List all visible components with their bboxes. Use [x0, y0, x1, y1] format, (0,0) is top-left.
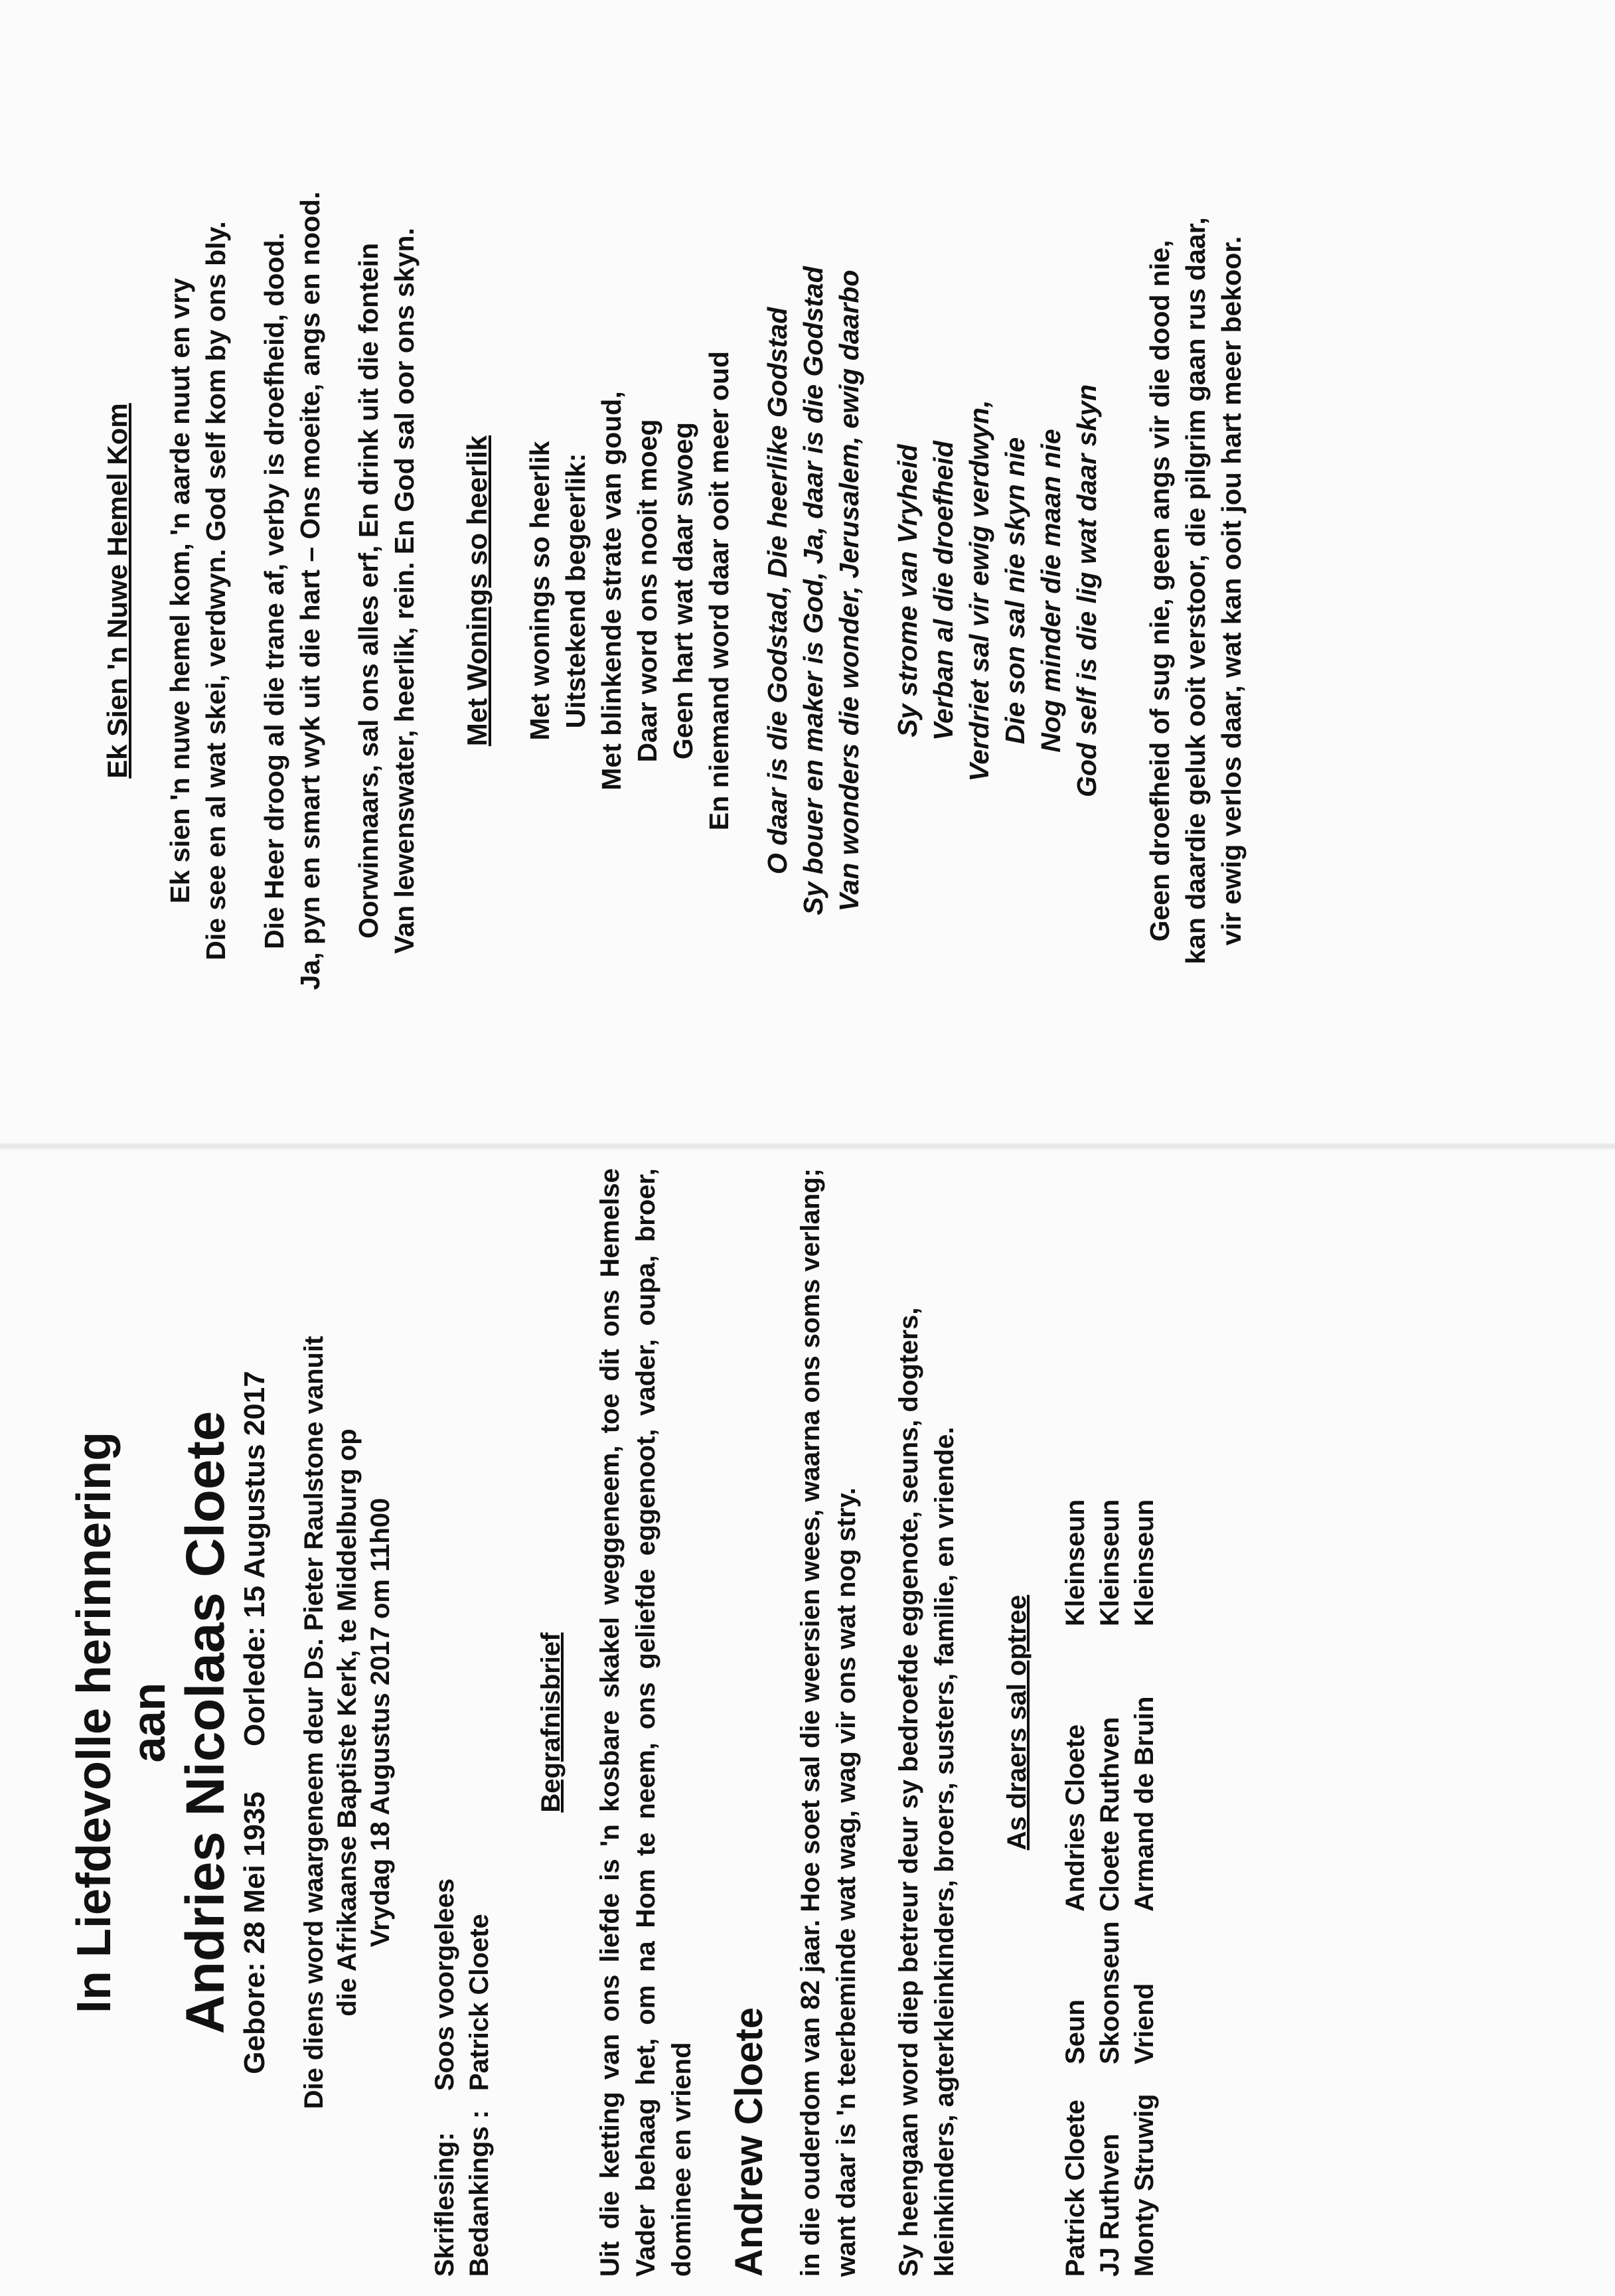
- bearer-name: JJ Ruthven: [1095, 2133, 1124, 2277]
- service-line-1: Die diens word waargeneem deur Ds. Pieter Raulstone vanuit: [299, 1336, 329, 2109]
- verse-line: Sy strome van Vryheid: [892, 444, 923, 737]
- service-line-2: die Afrikaanse Baptiste Kerk, te Middelburg op: [333, 1428, 362, 2017]
- skriflesing-value: Soos voorgelees: [430, 1878, 459, 2091]
- verse-line: Oorwinnaars, sal ons alles erf, En drink uit die fontein: [353, 243, 384, 939]
- verse-line: Geen hart wat daar swoeg: [668, 421, 698, 760]
- verse-line: God self is die lig wat daar skyn: [1071, 384, 1102, 798]
- poem-1-verse: [256, 53, 328, 1128]
- poem-2-stanza-1: [522, 53, 737, 1128]
- mourners-paragraph: Sy heengaan word diep betreur deur sy bedroefde eggenote, seuns, dogters, kleinkinders, agterkleinkinders, broers, susters, familie, en vriende.: [894, 1307, 959, 2277]
- verse-line: O daar is die Godstad, Die heerlike Godstad: [762, 307, 793, 875]
- memorial-panel: [66, 1168, 1460, 2277]
- poems-panel: [100, 53, 1494, 1128]
- verse-line: Sy bouer en maker is God, Ja, daar is die Godstad: [798, 266, 828, 915]
- verse-line: Verban al die droefheid: [928, 441, 959, 741]
- poem-1-verse: [162, 53, 234, 1128]
- verse-line: Met wonings so heerlik: [524, 441, 555, 741]
- verse-line: Met blinkende strate van goud,: [596, 391, 627, 791]
- readings: [427, 1168, 497, 2277]
- bearer-name: Andries Cloete: [1061, 1724, 1090, 1912]
- bearers-heading: As draers sal optree: [1002, 1594, 1032, 1851]
- bearer-relation: Kleinseun: [1061, 1499, 1090, 1626]
- verse-line: Daar word ons nooit moeg: [632, 419, 662, 763]
- bedankings-row: [462, 1168, 497, 2277]
- bedankings-label: Bedankings :: [465, 2109, 494, 2277]
- verse-line: Uitstekend begeerlik:: [560, 453, 591, 729]
- poem-2-chorus: [759, 53, 867, 1128]
- bearer-relation: Seun: [1061, 1999, 1090, 2064]
- bearers-table: [1058, 1168, 1162, 2277]
- bearer-name: Armand de Bruin: [1130, 1696, 1159, 1912]
- verse-line: Ek sien 'n nuwe hemel kom, 'n aarde nuut en vry: [165, 277, 195, 904]
- verse-line: Nog minder die maan nie: [1036, 429, 1066, 753]
- andrew-name: Andrew Cloete: [728, 2007, 771, 2277]
- death-date: Oorlede: 15 Augustus 2017: [238, 1371, 271, 1746]
- deceased-name: Andries Nicolaas Cloete: [175, 1411, 236, 2034]
- bearer-relation: Kleinseun: [1095, 1499, 1124, 1626]
- bearer-name: Cloete Ruthven: [1095, 1717, 1124, 1912]
- title-line-1: In Liefdevolle herinnering: [68, 1431, 121, 2014]
- verse-line: Van lewenswater, heerlik, rein. En God sal oor ons skyn.: [389, 228, 420, 954]
- letter-text: Uit die ketting van ons liefde is 'n kosbare skakel weggeneem, toe dit ons Hemelse Vader behaag het, om na Hom te neem, ons geliefde eggenoot, vader, oupa, broer, dominee en vriend: [595, 1168, 696, 2277]
- bearer-name: Patrick Cloete: [1061, 2100, 1090, 2277]
- title-line-2: aan: [123, 1682, 175, 1763]
- poem-2-title: Met Wonings so heerlik: [461, 435, 493, 747]
- page-fold: [0, 1143, 1615, 1150]
- verse-line: vir ewig verlos daar, wat kan ooit jou hart meer bekoor.: [1216, 236, 1247, 946]
- age-paragraph: in die ouderdom van 82 jaar. Hoe soet sal die weersien wees, waarna ons soms verlang; want daar is 'n teerbeminde wat wag, wag vir ons wat nog stry.: [796, 1168, 861, 2277]
- poem-1-title: Ek Sien 'n Nuwe Hemel Kom: [102, 403, 133, 779]
- verse-line: Verdriet sal vir ewig verdwyn,: [964, 400, 994, 782]
- letter-heading: Begrafnisbrief: [536, 1632, 566, 1813]
- skriflesing-label: Skriflesing:: [430, 2132, 459, 2277]
- birth-date: Gebore: 28 Mei 1935: [238, 1792, 271, 2074]
- verse-line: Die Heer droog al die trane af, verby is droefheid, dood.: [259, 232, 289, 949]
- verse-line: Geen droefheid of sug nie, geen angs vir die dood nie,: [1144, 240, 1175, 942]
- verse-line: En niemand word daar ooit meer oud: [704, 350, 734, 831]
- service-line-3: Vrydag 18 Augustus 2017 om 11h00: [366, 1497, 395, 1948]
- bedankings-value: Patrick Cloete: [465, 1914, 494, 2091]
- dates: [236, 1168, 273, 2277]
- verse-line: Van wonders die wonder, Jerusalem, ewig daarbo: [834, 269, 864, 912]
- service-details: [297, 1168, 397, 2277]
- bearer-relation: Kleinseun: [1130, 1499, 1159, 1626]
- poem-2-stanza-2: [889, 53, 1105, 1128]
- skriflesing-row: [427, 1168, 462, 2277]
- bearer-name: Monty Struwig: [1130, 2094, 1159, 2277]
- bearer-relation: Vriend: [1130, 1983, 1159, 2064]
- bearer-relation: Skoonseun: [1095, 1921, 1124, 2064]
- poem-1-verse: [350, 53, 422, 1128]
- verse-line: Die son sal nie skyn nie: [1000, 437, 1030, 745]
- verse-line: Die see en al wat skei, verdwyn. God self kom by ons bly.: [200, 221, 231, 960]
- verse-line: kan daardie geluk ooit verstoor, die pilgrim gaan rus daar,: [1180, 217, 1211, 964]
- closing-stanza: [1142, 53, 1249, 1128]
- verse-line: Ja, pyn en smart wyk uit die hart – Ons moeite, angs en nood.: [295, 191, 325, 990]
